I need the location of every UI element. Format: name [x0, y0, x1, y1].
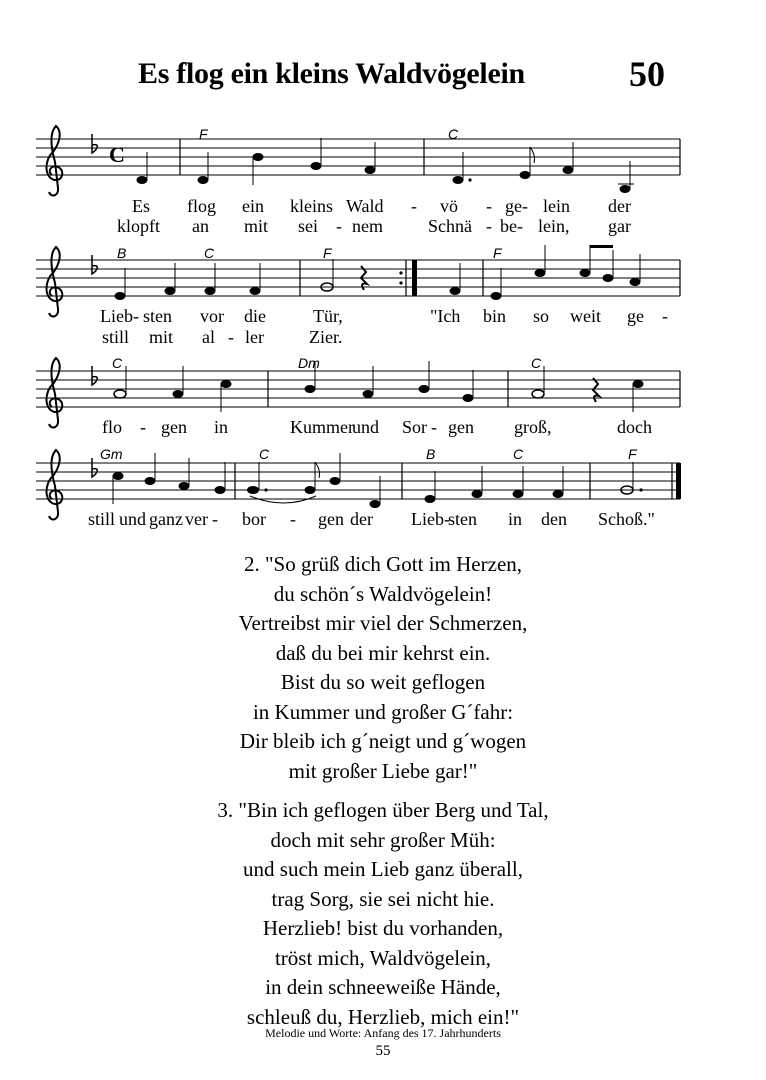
verse-line: in dein schneeweiße Hände,: [265, 975, 501, 999]
chord: C: [204, 245, 215, 261]
verse-2: [0, 550, 766, 786]
credit-line: Melodie und Worte: Anfang des 17. Jahrhunderts: [265, 1026, 501, 1040]
lyric: sten: [448, 509, 477, 529]
lyric: und: [119, 509, 146, 529]
lyric: be-: [500, 216, 523, 236]
lyric: die: [244, 306, 266, 326]
treble-clef-icon: [46, 450, 62, 519]
lyric: Zier.: [309, 327, 343, 347]
lyric: flog: [187, 196, 216, 216]
lyric: Lieb-: [100, 306, 139, 326]
treble-clef-icon: [46, 358, 62, 427]
chord: B: [426, 446, 436, 462]
lyric: vor: [200, 306, 224, 326]
chord: F: [628, 446, 637, 462]
lyric: mit: [244, 216, 269, 236]
lyric: Lieb-: [411, 509, 450, 529]
lyric: -: [486, 216, 492, 236]
page-number: 55: [375, 1043, 391, 1059]
lyric: Kummer: [290, 417, 354, 437]
notes-staff-3: [114, 361, 644, 412]
chord: C: [448, 126, 459, 142]
song-number: 50: [629, 54, 665, 94]
chord: Gm: [100, 446, 123, 462]
lyric: ein: [242, 196, 264, 216]
verse-line: Vertreibst mir viel der Schmerzen,: [238, 611, 528, 635]
staff-2: [36, 260, 680, 296]
lyric: gar: [608, 216, 631, 236]
lyric: gen: [318, 509, 344, 529]
lyric: lein: [543, 196, 570, 216]
lyric: still: [102, 327, 130, 347]
lyric: groß,: [514, 417, 552, 437]
staff-3: [36, 371, 680, 407]
verse-line: 2. "So grüß dich Gott im Herzen,: [243, 552, 523, 576]
lyric: ver: [185, 509, 208, 529]
lyric: flo: [102, 417, 122, 437]
lyric: vö: [440, 196, 458, 216]
verse-line: in Kummer und großer G´fahr:: [252, 699, 514, 724]
treble-clef-icon: [46, 247, 62, 316]
lyric: lein,: [538, 216, 570, 236]
lyric: -: [228, 327, 234, 347]
verse-line: Herzlieb! bist du vorhanden,: [262, 916, 504, 940]
lyric: sten: [143, 306, 172, 326]
verse-line: und such mein Lieb ganz überall,: [243, 857, 523, 881]
verse-line: tröst mich, Waldvögelein,: [274, 945, 492, 970]
song-title: Es flog ein kleins Waldvögelein: [138, 57, 525, 90]
lyric: klopft: [117, 216, 160, 236]
chord: Dm: [298, 355, 320, 371]
chord: C: [531, 355, 542, 371]
verse-line: Dir bleib ich g´neigt und g´wogen: [239, 729, 527, 753]
lyric: -: [212, 509, 218, 529]
flat-icon: [92, 458, 97, 477]
chord: C: [513, 446, 524, 462]
lyric: Schnä: [428, 216, 472, 236]
lyric: in: [508, 509, 523, 529]
chord: C: [259, 446, 270, 462]
lyric: -: [662, 306, 668, 326]
lyric: mit: [149, 327, 174, 347]
verse-line: schleuß du, Herzlieb, mich ein!": [246, 1004, 520, 1029]
lyric: Es: [132, 196, 150, 216]
verse-line: mit großer Liebe gar!": [288, 758, 478, 783]
flat-icon: [92, 255, 97, 274]
lyric: bin: [483, 306, 507, 326]
staff-4: [36, 463, 680, 499]
lyric: -: [486, 196, 492, 216]
lyric: weit: [570, 306, 601, 326]
verse-line: 3. "Bin ich geflogen über Berg und Tal,: [217, 798, 549, 822]
chord: F: [493, 245, 502, 261]
lyric: -: [411, 196, 417, 216]
lyric: Sor: [402, 417, 428, 437]
lyric: und: [352, 417, 379, 437]
lyric: an: [192, 216, 209, 236]
chord: F: [323, 245, 332, 261]
lyric: ganz: [149, 509, 183, 529]
lyric: kleins: [290, 196, 333, 216]
lyric: doch: [617, 417, 652, 437]
lyric: den: [541, 509, 567, 529]
lyric: still: [88, 509, 116, 529]
lyric: gen: [161, 417, 187, 437]
lyric: ler: [245, 327, 264, 347]
lyric: Wald: [346, 196, 384, 216]
lyric: in: [214, 417, 229, 437]
lyric: nem: [352, 216, 383, 236]
chord: F: [199, 126, 208, 142]
lyric: Tür,: [313, 306, 343, 326]
lyric: sei: [298, 216, 318, 236]
verse-line: doch mit sehr großer Müh:: [270, 827, 496, 852]
lyric: so: [533, 306, 550, 326]
lyric: der: [350, 509, 373, 529]
lyric: der: [608, 196, 631, 216]
lyric: -: [140, 417, 146, 437]
lyric: "Ich: [430, 306, 461, 326]
verse-line: Bist du so weit geflogen: [280, 670, 486, 694]
lyric: ge: [627, 306, 644, 326]
treble-clef-icon: [46, 126, 62, 195]
lyric: bor: [242, 509, 266, 529]
flat-icon: [92, 134, 97, 153]
lyric: -: [336, 216, 342, 236]
lyric: gen: [448, 417, 474, 437]
lyric: Schoß.": [598, 509, 655, 529]
verse-line: daß du bei mir kehrst ein.: [275, 640, 491, 665]
verse-line: trag Sorg, sie sei nicht hie.: [271, 886, 495, 911]
chord: B: [117, 245, 127, 261]
lyric: -: [431, 417, 437, 437]
notes-staff-2: [115, 245, 641, 300]
staff-1: [36, 139, 680, 175]
lyric: al: [202, 327, 215, 347]
time-signature: C: [109, 142, 125, 167]
flat-icon: [92, 366, 97, 385]
chord: C: [112, 355, 123, 371]
verse-3: [0, 796, 766, 1032]
lyric: -: [290, 509, 296, 529]
verse-line: du schön´s Waldvögelein!: [273, 581, 493, 606]
lyric: ge-: [505, 196, 528, 216]
